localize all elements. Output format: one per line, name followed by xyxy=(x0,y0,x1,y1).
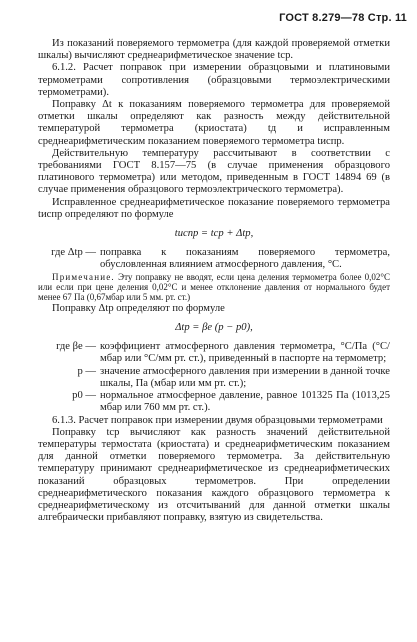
definition-symbol: p0 — xyxy=(72,390,96,402)
definition-symbol: p — xyxy=(77,365,96,377)
definition-text: значение атмосферного давления при измерении в данной точке шкалы, Па (мбар или мм рт. ст.); xyxy=(100,365,390,389)
page-header: ГОСТ 8.279—78 Стр. 11 xyxy=(279,12,407,24)
definition-row xyxy=(38,390,390,414)
definition-symbol: где βе — xyxy=(56,341,96,353)
paragraph: Поправку Δtр определяют по формуле xyxy=(52,302,225,314)
paragraph: Из показаний поверяемого термометра (для каждой проверяемой отметки шкалы) вычисляют среднеарифметическое значение tср. xyxy=(38,38,390,62)
definition-list xyxy=(38,341,390,414)
note xyxy=(38,272,390,303)
formula-pressure-correction: Δtр = βе (p − p0), xyxy=(175,322,253,334)
definition-row xyxy=(38,341,390,365)
paragraph: 6.1.2. Расчет поправок при измерении образцовыми и платиновыми термометрами сопротивления (образцовыми термоэлектрическими термометрами). xyxy=(38,62,390,98)
definition-row xyxy=(38,366,390,390)
paragraph: Поправку Δt к показаниям поверяемого термометра для проверяемой отметки шкалы определяют как разность между действительной температурой термометра (криостата) tд и исправленным среднеарифметическим показанием поверяемого термометра tиспр. xyxy=(38,99,390,147)
definition-symbol: где Δtр — xyxy=(51,247,96,259)
definition-text: коэффициент атмосферного давления термометра, °С/Па (°С/мбар или °С/мм рт. ст.), приведенный в паспорте на термометр; xyxy=(100,341,390,365)
definition-text: поправка к показаниям поверяемого термометра, обусловленная влиянием атмосферного давления, °С. xyxy=(100,247,390,271)
definition-row xyxy=(38,247,390,271)
definition-text: нормальное атмосферное давление, равное 101325 Па (1013,25 мбар или 760 мм рт. ст.). xyxy=(100,390,390,414)
paragraph: Действительную температуру рассчитывают в соответствии с требованиями ГОСТ 8.157—75 (в случае применения образцового платинового термометра) или методом, приведенным в ГОСТ 14894 69 (в случае применения образцового термоэлектрического термометра). xyxy=(38,147,390,196)
paragraph: 6.1.3. Расчет поправок при измерении двумя образцовыми термометрами xyxy=(52,414,383,426)
definition-list xyxy=(38,247,390,271)
page-body xyxy=(38,38,390,524)
formula-corrected-reading: tиспр = tср + Δtр, xyxy=(174,228,254,240)
paragraph: Поправку tср вычисляют как разность значений действительной температуры термостата (криостата) и среднеарифметическим показанием для данной отметки поверяемого термометра. За действительную температуру принимают среднеарифметическое из среднеарифметических показаний образцовых термометров. При определении среднеарифметического показания каждого образцового термометра к среднеарифметическому из отсчитываний для данной отметки шкалы алгебраически прибавляют поправку, взятую из свидетельства. xyxy=(38,426,390,524)
paragraph: Исправленное среднеарифметическое показание поверяемого термометра tиспр определяют по формуле xyxy=(38,196,390,220)
note-text: Эту поправку не вводят, если цена деления термометра более 0,02°С или если при цене деления 0,02°С и менее отклонение давления от нормального будет менее 67 Па (0,67мбар или 5 мм. рт. ст.) xyxy=(38,271,391,303)
note-label: Примечание. xyxy=(52,271,115,282)
